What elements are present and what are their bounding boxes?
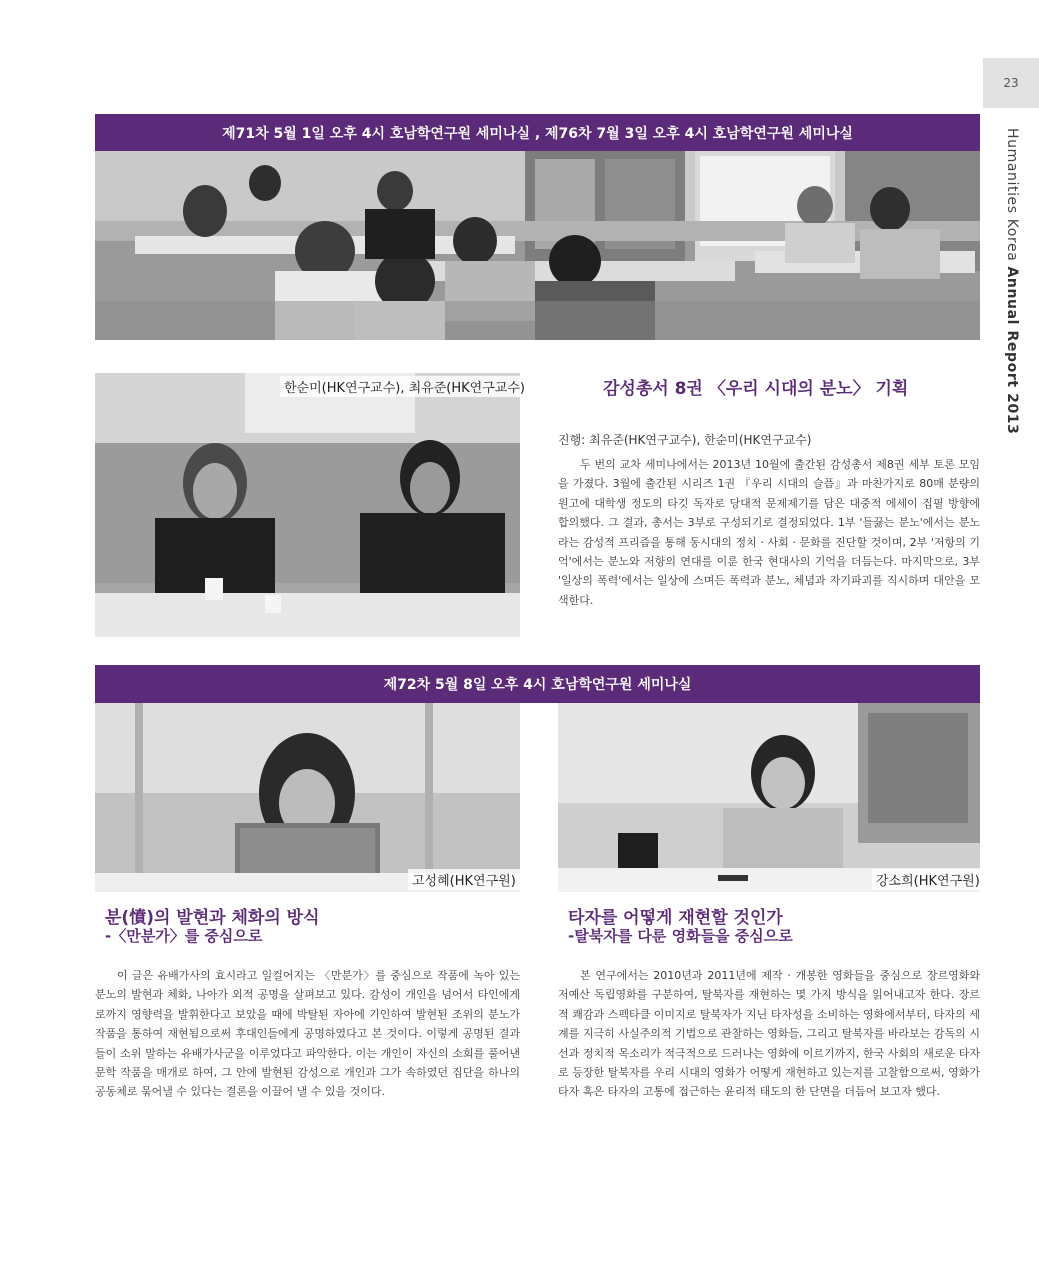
section1-banner: 제71차 5월 1일 오후 4시 호남학연구원 세미나실 , 제76차 7월 3일 오후 4시 호남학연구원 세미나실 [95, 114, 980, 151]
left-photo-caption: 고성혜(HK연구원) [408, 869, 520, 890]
left-article-title: 분(憤)의 발현과 체화의 방식 [105, 908, 320, 928]
researcher-photo-left [95, 703, 520, 892]
professors-photo [95, 373, 520, 637]
section1-presenter: 진행: 최유준(HK연구교수), 한순미(HK연구교수) [558, 433, 812, 447]
side-title-bold: Annual Report 2013 [1004, 266, 1020, 435]
right-article-subtitle: -탈북자를 다룬 영화들을 중심으로 [568, 927, 793, 945]
left-article-body: 이 글은 유배가사의 효시라고 일컬어지는 〈만분가〉를 중심으로 작품에 녹아 있는 분노의 발현과 체화, 나아가 외적 공명을 살펴보고 있다. 감성이 개인을 넘어서 타인에게로까지 영향력을 발휘한다고 보았을 때에 박탈된 자아에 기인하여 발현된 조위의 분노가 작품을 통하여 재현됨으로써 후대인들에게 공명하였다고 본 것이다. 이렇게 공명된 결과들이 소위 말하는 유배가사군을 이루었다고 파악한다. 이는 개인이 자신의 소회를 풀어낸 문학 작품을 매개로 하여, 그 안에 발현된 감성으로 개인과 그가 속하였던 집단을 하나의 공동체로 묶어낼 수 있다는 결론을 이끌어 낼 수 있을 것이다. [95, 969, 520, 1099]
right-photo-caption: 강소희(HK연구원) [872, 869, 984, 890]
section1-title: 감성총서 8권 〈우리 시대의 분노〉 기획 [603, 379, 909, 399]
left-article-subtitle: -〈만분가〉를 중심으로 [105, 927, 263, 945]
side-publication-title [1000, 128, 1020, 434]
seminar-room-photo [95, 151, 980, 340]
professors-photo-caption: 한순미(HK연구교수), 최유준(HK연구교수) [280, 376, 529, 397]
right-article-body: 본 연구에서는 2010년과 2011년에 제작 · 개봉한 영화들을 중심으로 장르영화와 저예산 독립영화를 구분하여, 탈북자를 재현하는 몇 가지 방식을 읽어내고자 한다. 장르적 쾌감과 스펙타클 이미지로 탈북자가 지닌 타자성을 소비하는 영화에서부터, 타자의 세계를 지극히 사실주의적 기법으로 관찰하는 영화들, 그리고 탈북자를 바라보는 감독의 시선과 정치적 목소리가 적극적으로 드러나는 영화에 이르기까지, 한국 사회의 새로운 타자로 등장한 탈북자를 우리 시대의 영화가 어떻게 재현하고 있는지를 고찰함으로써, 영화가 타자 혹은 타자의 고통에 접근하는 윤리적 태도의 한 단면을 더듬어 보고자 했다. [558, 969, 980, 1099]
section1-body: 두 번의 교차 세미나에서는 2013년 10월에 출간된 감성총서 제8권 세부 토론 모임을 가졌다. 3월에 출간된 시리즈 1권 『우리 시대의 슬픔』과 마찬가지로 80매 분량의 원고에 대학생 정도의 타깃 독자로 당대적 문제제기를 담은 대중적 에세이 집필 방향에 합의했다. 그 결과, 총서는 3부로 구성되기로 결정되었다. 1부 '들끓는 분노'에서는 분노라는 감성적 프리즘을 통해 동시대의 정치 · 사회 · 문화를 진단할 것이며, 2부 '저항의 기억'에서는 분노와 저항의 연대를 이룬 한국 현대사의 기억을 더듬는다. 마지막으로, 3부 '일상의 폭력'에서는 일상에 스며든 폭력과 분노, 체념과 자기파괴를 직시하며 대안을 모색한다. [558, 458, 980, 607]
researcher-photo-right [558, 703, 980, 892]
section2-banner: 제72차 5월 8일 오후 4시 호남학연구원 세미나실 [95, 665, 980, 703]
side-title-light: Humanities Korea [1004, 128, 1020, 267]
right-article-title: 타자를 어떻게 재현할 것인가 [568, 908, 783, 928]
page-number: 23 [983, 58, 1039, 108]
